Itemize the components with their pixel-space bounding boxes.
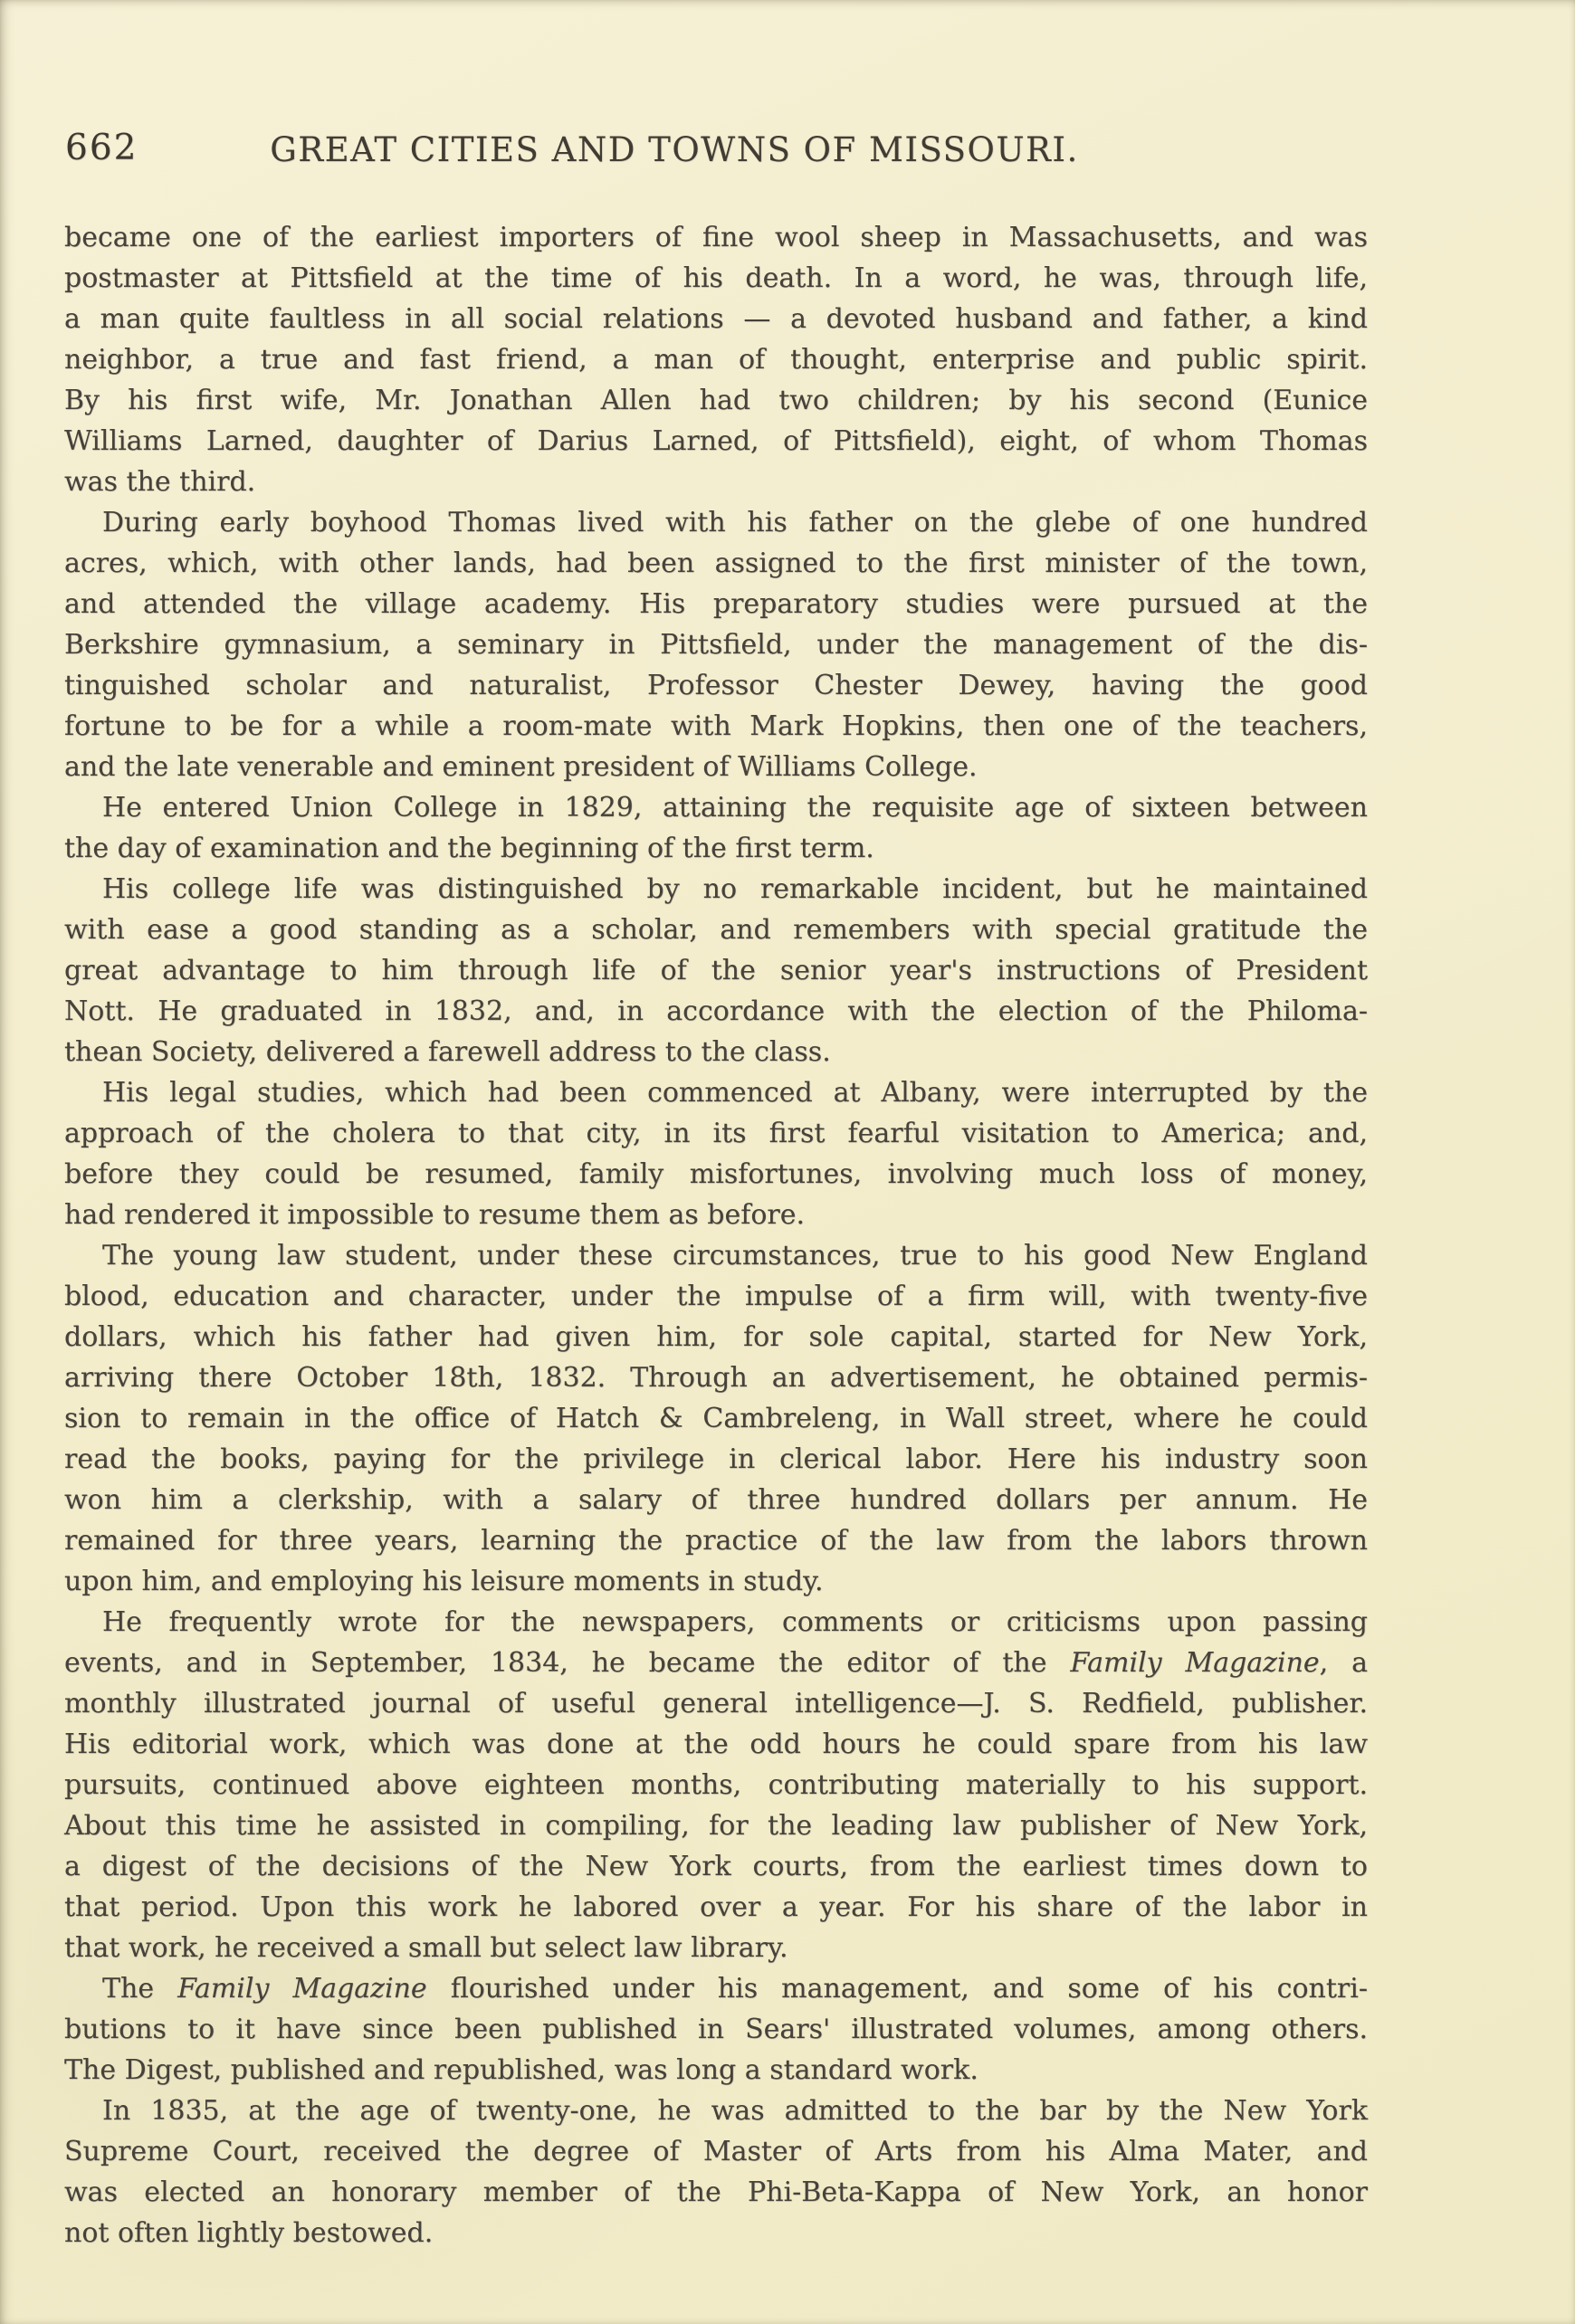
text-line — [64, 1072, 1368, 1113]
text-segment: Nott. He graduated in 1832, and, in accordance with the election of the Philoma- — [64, 995, 1368, 1027]
text-line — [64, 1643, 1368, 1683]
text-segment: arriving there October 18th, 1832. Through an advertisement, he obtained permis- — [64, 1362, 1368, 1394]
text-segment: was the third. — [64, 466, 256, 498]
text-line — [64, 1398, 1368, 1439]
text-segment: and the late venerable and eminent president of Williams College. — [64, 751, 978, 783]
text-line — [64, 1968, 1368, 2009]
text-segment: He entered Union College in 1829, attaining the requisite age of sixteen between — [102, 792, 1368, 824]
text-line — [64, 380, 1368, 421]
text-segment: won him a clerkship, with a salary of three hundred dollars per annum. He — [64, 1484, 1368, 1516]
italic-text: Family Magazine — [177, 1973, 427, 2005]
text-segment: The Digest, published and republished, was long a standard work. — [64, 2054, 978, 2086]
text-line — [64, 828, 1368, 869]
text-line — [64, 1276, 1368, 1317]
text-line — [64, 2131, 1368, 2172]
text-line — [64, 624, 1368, 665]
page-header — [63, 127, 1285, 174]
text-segment: became one of the earliest importers of fine wool sheep in Massachusetts, and was — [64, 222, 1368, 253]
text-segment: pursuits, continued above eighteen months, contributing materially to his support. — [64, 1769, 1368, 1801]
text-segment: During early boyhood Thomas lived with his father on the glebe of one hundred — [102, 507, 1368, 538]
text-segment: with ease a good standing as a scholar, and remembers with special gratitude the — [64, 914, 1368, 946]
text-segment: His college life was distinguished by no remarkable incident, but he maintained — [102, 873, 1368, 905]
text-line — [64, 1724, 1368, 1765]
text-segment: remained for three years, learning the practice of the law from the labors thrown — [64, 1525, 1368, 1557]
text-segment: postmaster at Pittsfield at the time of his death. In a word, he was, through life, — [64, 262, 1368, 294]
text-line — [64, 1805, 1368, 1846]
text-segment: About this time he assisted in compiling, for the leading law publisher of New York, — [64, 1810, 1368, 1842]
text-segment: The young law student, under these circumstances, true to his good New England — [102, 1240, 1368, 1272]
text-segment: , a — [1319, 1647, 1368, 1679]
text-segment: butions to it have since been published in Sears' illustrated volumes, among others. — [64, 2014, 1368, 2045]
text-line — [64, 1683, 1368, 1724]
text-line — [64, 339, 1368, 380]
text-line — [64, 299, 1368, 339]
text-line — [64, 1602, 1368, 1643]
text-line — [64, 1195, 1368, 1235]
text-segment: events, and in September, 1834, he became the editor of the — [64, 1647, 1071, 1679]
text-line — [64, 910, 1368, 950]
text-segment: Williams Larned, daughter of Darius Larned, of Pittsfield), eight, of whom Thomas — [64, 425, 1368, 457]
text-segment: His legal studies, which had been commenced at Albany, were interrupted by the — [102, 1077, 1368, 1109]
italic-text: Family Magazine — [1070, 1647, 1320, 1679]
text-segment: neighbor, a true and fast friend, a man of thought, enterprise and public spirit. — [64, 344, 1368, 376]
text-line — [64, 502, 1368, 543]
text-segment: that work, he received a small but select law library. — [64, 1932, 788, 1964]
text-line — [64, 1765, 1368, 1805]
text-block — [64, 217, 1368, 2253]
text-line — [64, 787, 1368, 828]
text-segment: upon him, and employing his leisure moments in study. — [64, 1566, 824, 1597]
text-line — [64, 2009, 1368, 2050]
text-line — [64, 1928, 1368, 1968]
text-line — [64, 1561, 1368, 1602]
text-segment: blood, education and character, under the impulse of a firm will, with twenty-five — [64, 1281, 1368, 1312]
text-segment: and attended the village academy. His preparatory studies were pursued at the — [64, 588, 1368, 620]
text-line — [64, 747, 1368, 787]
text-line — [64, 1846, 1368, 1887]
text-segment: approach of the cholera to that city, in its first fearful visitation to America; and, — [64, 1118, 1368, 1149]
text-line — [64, 217, 1368, 258]
text-segment: not often lightly bestowed. — [64, 2217, 434, 2249]
text-line — [64, 2213, 1368, 2253]
text-line — [64, 2091, 1368, 2131]
text-line — [64, 258, 1368, 299]
page-number: 662 — [65, 128, 138, 168]
text-segment: thean Society, delivered a farewell address to the class. — [64, 1036, 831, 1068]
text-segment: In 1835, at the age of twenty-one, he was admitted to the bar by the New York — [102, 2095, 1368, 2127]
text-segment: Supreme Court, received the degree of Master of Arts from his Alma Mater, and — [64, 2136, 1368, 2167]
text-segment: acres, which, with other lands, had been assigned to the first minister of the town, — [64, 548, 1368, 579]
text-segment: was elected an honorary member of the Phi-Beta-Kappa of New York, an honor — [64, 2176, 1368, 2208]
text-line — [64, 1032, 1368, 1072]
text-segment: tinguished scholar and naturalist, Professor Chester Dewey, having the good — [64, 670, 1368, 701]
text-segment: He frequently wrote for the newspapers, comments or criticisms upon passing — [102, 1606, 1368, 1638]
text-line — [64, 1887, 1368, 1928]
text-segment: By his first wife, Mr. Jonathan Allen had two children; by his second (Eunice — [64, 385, 1368, 416]
text-line — [64, 543, 1368, 584]
text-line — [64, 991, 1368, 1032]
text-line — [64, 869, 1368, 910]
text-segment: The — [102, 1973, 178, 2005]
text-segment: flourished under his management, and some of his contri- — [426, 1973, 1368, 2005]
text-segment: a digest of the decisions of the New York courts, from the earliest times down to — [64, 1851, 1368, 1882]
text-line — [64, 2050, 1368, 2091]
text-line — [64, 1154, 1368, 1195]
text-segment: the day of examination and the beginning of the first term. — [64, 833, 874, 864]
text-segment: dollars, which his father had given him, for sole capital, started for New York, — [64, 1321, 1368, 1353]
text-segment: monthly illustrated journal of useful general intelligence—J. S. Redfield, publisher. — [64, 1688, 1368, 1719]
text-segment: His editorial work, which was done at the odd hours he could spare from his law — [64, 1729, 1368, 1760]
text-segment: read the books, paying for the privilege in clerical labor. Here his industry soon — [64, 1443, 1368, 1475]
text-segment: had rendered it impossible to resume them as before. — [64, 1199, 806, 1231]
text-line — [64, 706, 1368, 747]
text-line — [64, 2172, 1368, 2213]
text-segment: a man quite faultless in all social relations — a devoted husband and father, a kind — [64, 303, 1368, 335]
text-segment: before they could be resumed, family misfortunes, involving much loss of money, — [64, 1158, 1368, 1190]
text-segment: that period. Upon this work he labored over a year. For his share of the labor in — [64, 1891, 1368, 1923]
text-line — [64, 665, 1368, 706]
text-line — [64, 1357, 1368, 1398]
text-segment: fortune to be for a while a room-mate with Mark Hopkins, then one of the teachers, — [64, 710, 1368, 742]
text-line — [64, 462, 1368, 502]
text-line — [64, 950, 1368, 991]
text-segment: great advantage to him through life of the senior year's instructions of President — [64, 955, 1368, 986]
text-segment: sion to remain in the office of Hatch & Cambreleng, in Wall street, where he could — [64, 1403, 1368, 1434]
running-title: GREAT CITIES AND TOWNS OF MISSOURI. — [270, 130, 1079, 169]
text-line — [64, 1317, 1368, 1357]
text-line — [64, 421, 1368, 462]
text-line — [64, 1480, 1368, 1520]
text-line — [64, 1235, 1368, 1276]
text-line — [64, 1113, 1368, 1154]
text-line — [64, 584, 1368, 624]
text-line — [64, 1520, 1368, 1561]
text-segment: Berkshire gymnasium, a seminary in Pittsfield, under the management of the dis- — [64, 629, 1368, 661]
text-line — [64, 1439, 1368, 1480]
